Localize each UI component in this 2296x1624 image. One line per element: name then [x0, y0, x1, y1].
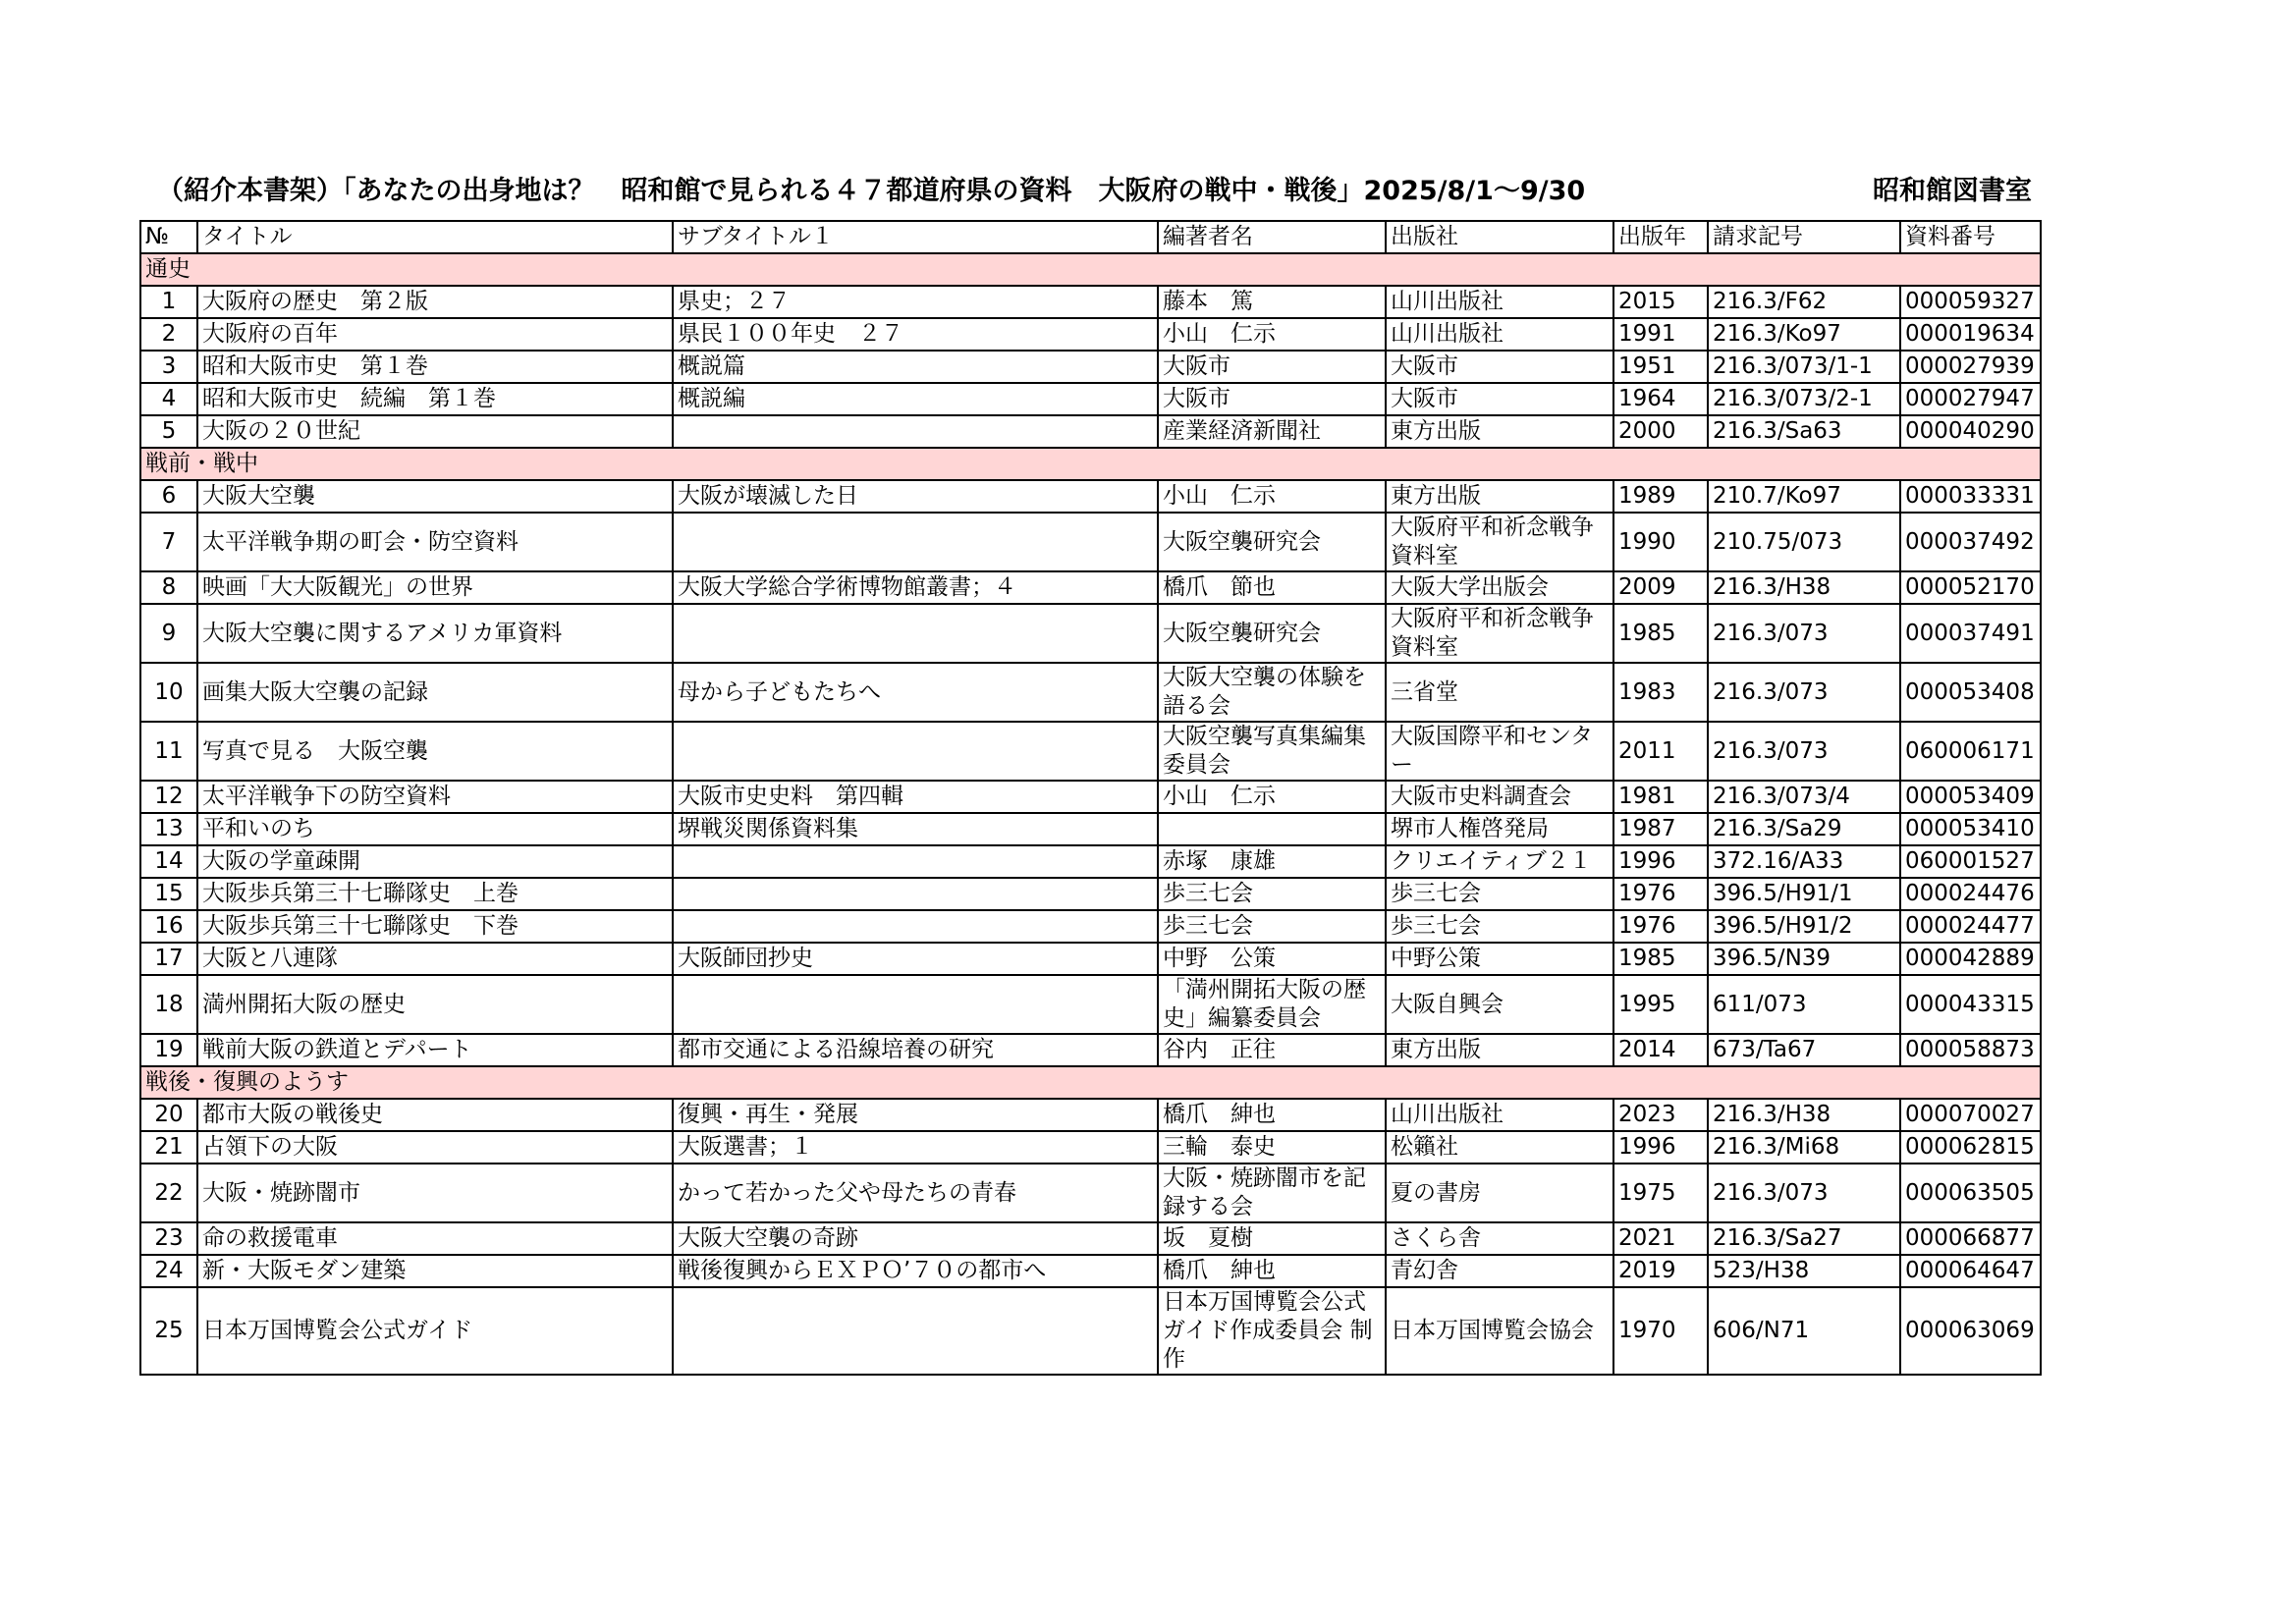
item-publisher: 大阪府平和祈念戦争資料室 — [1386, 513, 1613, 571]
item-subtitle: 概説篇 — [673, 351, 1158, 383]
item-subtitle: 大阪大学総合学術博物館叢書；４ — [673, 571, 1158, 604]
item-year: 1951 — [1613, 351, 1708, 383]
item-year: 1996 — [1613, 1131, 1708, 1164]
table-row — [140, 415, 2041, 448]
table-row — [140, 845, 2041, 878]
table-row — [140, 351, 2041, 383]
item-publisher: 堺市人権啓発局 — [1386, 813, 1613, 845]
item-title: 大阪歩兵第三十七聯隊史 上巻 — [197, 878, 673, 910]
section-header-row — [140, 1066, 2041, 1099]
item-title: 大阪歩兵第三十七聯隊史 下巻 — [197, 910, 673, 943]
item-author: 橋爪 節也 — [1158, 571, 1386, 604]
item-number: 6 — [140, 480, 197, 513]
item-id: 000033331 — [1900, 480, 2041, 513]
table-row — [140, 813, 2041, 845]
item-call-number: 523/H38 — [1708, 1255, 1900, 1287]
item-subtitle: 大阪師団抄史 — [673, 943, 1158, 975]
item-subtitle: かって若かった父や母たちの青春 — [673, 1164, 1158, 1222]
item-title: 太平洋戦争下の防空資料 — [197, 781, 673, 813]
item-number: 3 — [140, 351, 197, 383]
item-publisher: さくら舎 — [1386, 1222, 1613, 1255]
item-call-number: 210.7/Ko97 — [1708, 480, 1900, 513]
item-number: 25 — [140, 1287, 197, 1375]
item-title: 新・大阪モダン建築 — [197, 1255, 673, 1287]
item-call-number: 611/073 — [1708, 975, 1900, 1034]
item-author: 大阪市 — [1158, 383, 1386, 415]
item-year: 1975 — [1613, 1164, 1708, 1222]
item-id: 000027947 — [1900, 383, 2041, 415]
item-year: 1996 — [1613, 845, 1708, 878]
item-year: 2014 — [1613, 1034, 1708, 1066]
item-title: 日本万国博覧会公式ガイド — [197, 1287, 673, 1375]
item-subtitle — [673, 975, 1158, 1034]
item-year: 1985 — [1613, 604, 1708, 663]
item-call-number: 216.3/F62 — [1708, 286, 1900, 318]
item-number: 4 — [140, 383, 197, 415]
section-label: 戦後・復興のようす — [140, 1066, 2041, 1099]
item-year: 1985 — [1613, 943, 1708, 975]
item-publisher: 東方出版 — [1386, 480, 1613, 513]
item-call-number: 396.5/N39 — [1708, 943, 1900, 975]
column-header-subtitle: サブタイトル１ — [673, 221, 1158, 253]
item-author: 小山 仁示 — [1158, 318, 1386, 351]
item-number: 13 — [140, 813, 197, 845]
item-title: 大阪・焼跡闇市 — [197, 1164, 673, 1222]
item-title: 大阪の２０世紀 — [197, 415, 673, 448]
item-call-number: 673/Ta67 — [1708, 1034, 1900, 1066]
item-call-number: 216.3/073 — [1708, 722, 1900, 781]
item-title: 大阪大空襲 — [197, 480, 673, 513]
page-title: （紹介本書架）「あなたの出身地は？ 昭和館で見られる４７都道府県の資料 大阪府の戦中・戦後」2025/8/1～9/30 — [157, 176, 1586, 206]
item-subtitle: 大阪大空襲の奇跡 — [673, 1222, 1158, 1255]
item-publisher: 大阪市 — [1386, 351, 1613, 383]
item-subtitle: 母から子どもたちへ — [673, 663, 1158, 722]
item-author: 日本万国博覧会公式ガイド作成委員会 制作 — [1158, 1287, 1386, 1375]
item-call-number: 216.3/H38 — [1708, 571, 1900, 604]
item-author: 中野 公策 — [1158, 943, 1386, 975]
item-author: 谷内 正往 — [1158, 1034, 1386, 1066]
item-subtitle: 復興・再生・発展 — [673, 1099, 1158, 1131]
item-id: 000053408 — [1900, 663, 2041, 722]
item-title: 太平洋戦争期の町会・防空資料 — [197, 513, 673, 571]
item-call-number: 216.3/Sa29 — [1708, 813, 1900, 845]
item-publisher: 山川出版社 — [1386, 318, 1613, 351]
item-year: 1964 — [1613, 383, 1708, 415]
item-subtitle: 大阪が壊滅した日 — [673, 480, 1158, 513]
column-header-call-number: 請求記号 — [1708, 221, 1900, 253]
item-number: 7 — [140, 513, 197, 571]
item-title: 大阪の学童疎開 — [197, 845, 673, 878]
item-id: 060006171 — [1900, 722, 2041, 781]
item-publisher: 夏の書房 — [1386, 1164, 1613, 1222]
item-title: 画集大阪大空襲の記録 — [197, 663, 673, 722]
item-id: 000058873 — [1900, 1034, 2041, 1066]
item-number: 16 — [140, 910, 197, 943]
item-year: 2011 — [1613, 722, 1708, 781]
item-call-number: 396.5/H91/1 — [1708, 878, 1900, 910]
table-row — [140, 1164, 2041, 1222]
item-subtitle — [673, 910, 1158, 943]
item-id: 000053409 — [1900, 781, 2041, 813]
item-id: 000052170 — [1900, 571, 2041, 604]
column-header-author: 編著者名 — [1158, 221, 1386, 253]
table-row — [140, 1255, 2041, 1287]
item-subtitle: 大阪選書；１ — [673, 1131, 1158, 1164]
item-author: 大阪市 — [1158, 351, 1386, 383]
item-publisher: 大阪市 — [1386, 383, 1613, 415]
item-id: 000040290 — [1900, 415, 2041, 448]
item-title: 大阪府の歴史 第２版 — [197, 286, 673, 318]
column-header-title: タイトル — [197, 221, 673, 253]
item-subtitle: 県民１００年史 ２７ — [673, 318, 1158, 351]
table-row — [140, 722, 2041, 781]
page-header — [139, 165, 2040, 210]
item-number: 5 — [140, 415, 197, 448]
item-call-number: 372.16/A33 — [1708, 845, 1900, 878]
section-label: 通史 — [140, 253, 2041, 286]
item-subtitle: 堺戦災関係資料集 — [673, 813, 1158, 845]
column-header-item-id: 資料番号 — [1900, 221, 2041, 253]
item-year: 1987 — [1613, 813, 1708, 845]
book-list-table — [139, 220, 2042, 1376]
table-header-row — [140, 221, 2041, 253]
item-author: 小山 仁示 — [1158, 480, 1386, 513]
column-header-year: 出版年 — [1613, 221, 1708, 253]
document-page — [139, 165, 2040, 1376]
item-title: 満州開拓大阪の歴史 — [197, 975, 673, 1034]
item-number: 8 — [140, 571, 197, 604]
item-author: 大阪空襲研究会 — [1158, 513, 1386, 571]
item-author: 大阪空襲写真集編集委員会 — [1158, 722, 1386, 781]
item-author: 橋爪 紳也 — [1158, 1099, 1386, 1131]
item-publisher: 大阪自興会 — [1386, 975, 1613, 1034]
item-author: 歩三七会 — [1158, 878, 1386, 910]
item-id: 000042889 — [1900, 943, 2041, 975]
item-publisher: 東方出版 — [1386, 1034, 1613, 1066]
item-call-number: 216.3/H38 — [1708, 1099, 1900, 1131]
item-publisher: 青幻舎 — [1386, 1255, 1613, 1287]
item-call-number: 216.3/Mi68 — [1708, 1131, 1900, 1164]
item-publisher: 三省堂 — [1386, 663, 1613, 722]
item-call-number: 216.3/073/4 — [1708, 781, 1900, 813]
item-publisher: 日本万国博覧会協会 — [1386, 1287, 1613, 1375]
item-call-number: 396.5/H91/2 — [1708, 910, 1900, 943]
item-number: 12 — [140, 781, 197, 813]
item-year: 1995 — [1613, 975, 1708, 1034]
table-row — [140, 1099, 2041, 1131]
item-id: 000063505 — [1900, 1164, 2041, 1222]
item-publisher: 歩三七会 — [1386, 910, 1613, 943]
item-call-number: 216.3/073 — [1708, 663, 1900, 722]
table-row — [140, 1034, 2041, 1066]
item-id: 000064647 — [1900, 1255, 2041, 1287]
table-row — [140, 480, 2041, 513]
item-subtitle: 戦後復興からＥＸＰＯ’７０の都市へ — [673, 1255, 1158, 1287]
item-id: 000063069 — [1900, 1287, 2041, 1375]
item-publisher: 東方出版 — [1386, 415, 1613, 448]
item-subtitle: 大阪市史史料 第四輯 — [673, 781, 1158, 813]
item-number: 19 — [140, 1034, 197, 1066]
item-id: 000024477 — [1900, 910, 2041, 943]
item-number: 11 — [140, 722, 197, 781]
item-publisher: 大阪大学出版会 — [1386, 571, 1613, 604]
table-row — [140, 1131, 2041, 1164]
item-id: 000066877 — [1900, 1222, 2041, 1255]
item-subtitle: 都市交通による沿線培養の研究 — [673, 1034, 1158, 1066]
item-year: 1989 — [1613, 480, 1708, 513]
table-row — [140, 781, 2041, 813]
item-call-number: 216.3/073/1-1 — [1708, 351, 1900, 383]
table-row — [140, 383, 2041, 415]
item-title: 平和いのち — [197, 813, 673, 845]
table-row — [140, 878, 2041, 910]
item-id: 000019634 — [1900, 318, 2041, 351]
item-call-number: 216.3/073 — [1708, 604, 1900, 663]
item-year: 2000 — [1613, 415, 1708, 448]
item-author: 藤本 篤 — [1158, 286, 1386, 318]
item-author: 産業経済新聞社 — [1158, 415, 1386, 448]
item-title: 昭和大阪市史 第１巻 — [197, 351, 673, 383]
item-call-number: 216.3/Ko97 — [1708, 318, 1900, 351]
item-author: 赤塚 康雄 — [1158, 845, 1386, 878]
item-year: 2021 — [1613, 1222, 1708, 1255]
item-year: 1990 — [1613, 513, 1708, 571]
item-number: 15 — [140, 878, 197, 910]
item-subtitle: 県史；２７ — [673, 286, 1158, 318]
item-number: 18 — [140, 975, 197, 1034]
item-id: 000062815 — [1900, 1131, 2041, 1164]
table-row — [140, 318, 2041, 351]
item-call-number: 606/N71 — [1708, 1287, 1900, 1375]
table-row — [140, 975, 2041, 1034]
item-number: 21 — [140, 1131, 197, 1164]
item-publisher: 中野公策 — [1386, 943, 1613, 975]
item-id: 000053410 — [1900, 813, 2041, 845]
item-author: 小山 仁示 — [1158, 781, 1386, 813]
item-title: 占領下の大阪 — [197, 1131, 673, 1164]
item-subtitle — [673, 415, 1158, 448]
item-year: 1970 — [1613, 1287, 1708, 1375]
column-header-no: № — [140, 221, 197, 253]
item-publisher: 大阪国際平和センター — [1386, 722, 1613, 781]
item-year: 1976 — [1613, 910, 1708, 943]
item-title: 大阪大空襲に関するアメリカ軍資料 — [197, 604, 673, 663]
item-id: 000024476 — [1900, 878, 2041, 910]
item-number: 10 — [140, 663, 197, 722]
table-row — [140, 571, 2041, 604]
item-number: 20 — [140, 1099, 197, 1131]
item-id: 000037491 — [1900, 604, 2041, 663]
item-title: 昭和大阪市史 続編 第１巻 — [197, 383, 673, 415]
item-author: 三輪 泰史 — [1158, 1131, 1386, 1164]
item-title: 命の救援電車 — [197, 1222, 673, 1255]
organization-name: 昭和館図書室 — [1873, 176, 2032, 206]
item-number: 22 — [140, 1164, 197, 1222]
item-id: 000027939 — [1900, 351, 2041, 383]
item-subtitle — [673, 878, 1158, 910]
item-year: 2009 — [1613, 571, 1708, 604]
item-author — [1158, 813, 1386, 845]
table-row — [140, 943, 2041, 975]
item-subtitle — [673, 513, 1158, 571]
item-year: 1981 — [1613, 781, 1708, 813]
item-author: 橋爪 紳也 — [1158, 1255, 1386, 1287]
item-id: 060001527 — [1900, 845, 2041, 878]
item-call-number: 216.3/073/2-1 — [1708, 383, 1900, 415]
item-publisher: 大阪府平和祈念戦争資料室 — [1386, 604, 1613, 663]
table-row — [140, 513, 2041, 571]
table-row — [140, 286, 2041, 318]
item-year: 1991 — [1613, 318, 1708, 351]
item-call-number: 216.3/Sa63 — [1708, 415, 1900, 448]
table-row — [140, 604, 2041, 663]
section-header-row — [140, 253, 2041, 286]
item-year: 1976 — [1613, 878, 1708, 910]
item-call-number: 216.3/073 — [1708, 1164, 1900, 1222]
table-body — [140, 253, 2041, 1375]
table-row — [140, 910, 2041, 943]
item-title: 戦前大阪の鉄道とデパート — [197, 1034, 673, 1066]
item-title: 映画「大大阪観光」の世界 — [197, 571, 673, 604]
item-title: 大阪と八連隊 — [197, 943, 673, 975]
item-number: 9 — [140, 604, 197, 663]
item-id: 000037492 — [1900, 513, 2041, 571]
item-number: 1 — [140, 286, 197, 318]
item-call-number: 210.75/073 — [1708, 513, 1900, 571]
item-author: 歩三七会 — [1158, 910, 1386, 943]
item-year: 2023 — [1613, 1099, 1708, 1131]
item-publisher: 松籟社 — [1386, 1131, 1613, 1164]
table-row — [140, 1287, 2041, 1375]
item-publisher: クリエイティブ２１ — [1386, 845, 1613, 878]
item-number: 23 — [140, 1222, 197, 1255]
section-header-row — [140, 448, 2041, 480]
item-id: 000059327 — [1900, 286, 2041, 318]
column-header-publisher: 出版社 — [1386, 221, 1613, 253]
item-number: 17 — [140, 943, 197, 975]
item-subtitle — [673, 722, 1158, 781]
item-year: 2019 — [1613, 1255, 1708, 1287]
item-author: 坂 夏樹 — [1158, 1222, 1386, 1255]
item-author: 大阪大空襲の体験を語る会 — [1158, 663, 1386, 722]
item-title: 都市大阪の戦後史 — [197, 1099, 673, 1131]
item-id: 000070027 — [1900, 1099, 2041, 1131]
item-subtitle — [673, 845, 1158, 878]
item-author: 「満州開拓大阪の歴史」編纂委員会 — [1158, 975, 1386, 1034]
item-year: 2015 — [1613, 286, 1708, 318]
item-subtitle — [673, 1287, 1158, 1375]
item-title: 写真で見る 大阪空襲 — [197, 722, 673, 781]
item-number: 14 — [140, 845, 197, 878]
item-publisher: 山川出版社 — [1386, 1099, 1613, 1131]
item-publisher: 大阪市史料調査会 — [1386, 781, 1613, 813]
item-number: 24 — [140, 1255, 197, 1287]
item-subtitle — [673, 604, 1158, 663]
item-call-number: 216.3/Sa27 — [1708, 1222, 1900, 1255]
item-number: 2 — [140, 318, 197, 351]
item-publisher: 山川出版社 — [1386, 286, 1613, 318]
item-subtitle: 概説編 — [673, 383, 1158, 415]
table-row — [140, 663, 2041, 722]
item-year: 1983 — [1613, 663, 1708, 722]
table-row — [140, 1222, 2041, 1255]
item-author: 大阪・焼跡闇市を記録する会 — [1158, 1164, 1386, 1222]
item-author: 大阪空襲研究会 — [1158, 604, 1386, 663]
item-id: 000043315 — [1900, 975, 2041, 1034]
item-publisher: 歩三七会 — [1386, 878, 1613, 910]
section-label: 戦前・戦中 — [140, 448, 2041, 480]
item-title: 大阪府の百年 — [197, 318, 673, 351]
